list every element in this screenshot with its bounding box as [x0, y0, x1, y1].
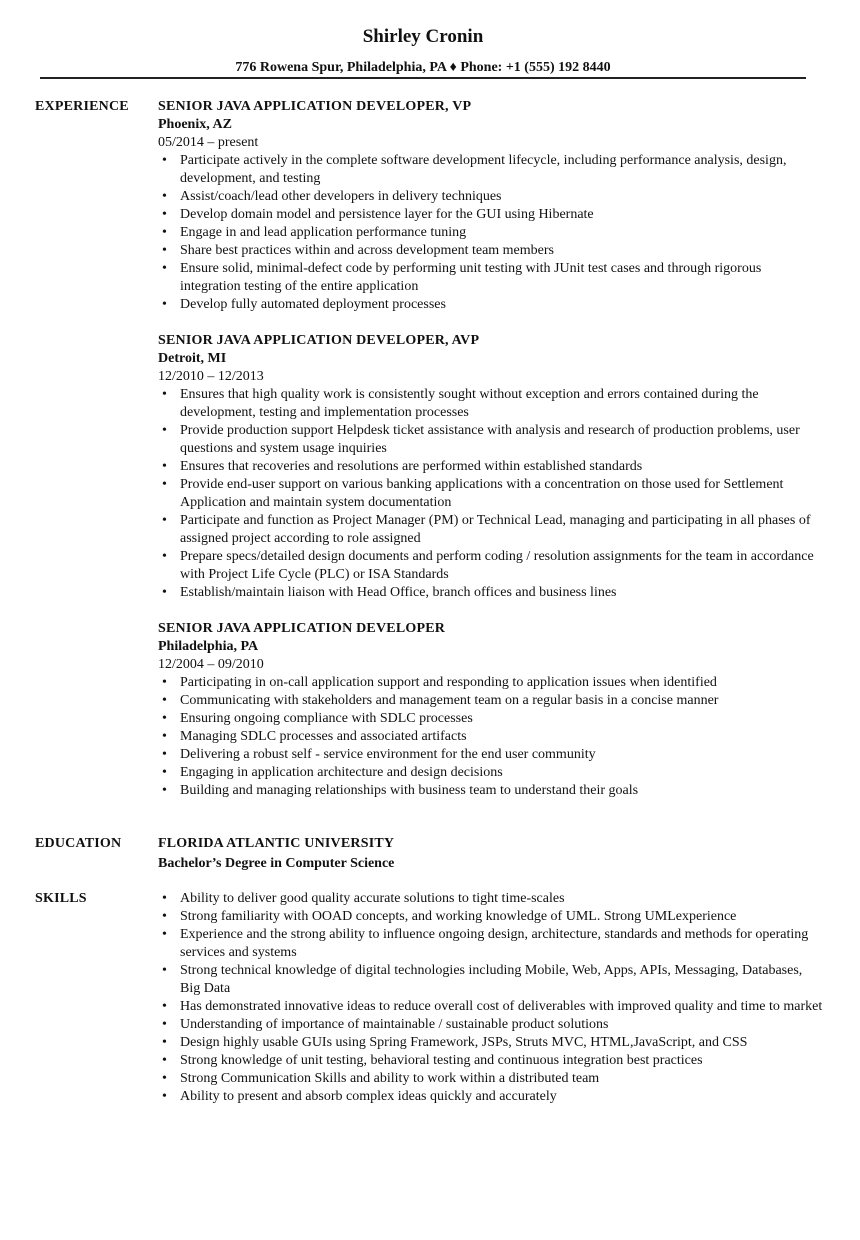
bullet-item: • Building and managing relationships with business team to understand their goals [158, 782, 825, 800]
school-name: FLORIDA ATLANTIC UNIVERSITY [158, 836, 395, 851]
skill-item: • Design highly usable GUIs using Spring Framework, JSPs, Struts MVC, HTML,JavaScript, and CSS [158, 1034, 825, 1052]
skill-item: • Ability to present and absorb complex ideas quickly and accurately [158, 1088, 825, 1106]
skills-body [158, 890, 825, 1106]
job-bullets [158, 386, 825, 602]
candidate-name: Shirley Cronin [362, 26, 484, 47]
skill-item: • Strong technical knowledge of digital technologies including Mobile, Web, Apps, APIs, Messaging, Databases, Big Data [158, 962, 825, 998]
section-label-skills: SKILLS [35, 891, 87, 906]
bullet-item: • Share best practices within and across development team members [158, 242, 825, 260]
job-dates: 05/2014 – present [158, 135, 259, 150]
job-dates: 12/2004 – 09/2010 [158, 657, 264, 672]
contact-line: 776 Rowena Spur, Philadelphia, PA ♦ Phone: +1 (555) 192 8440 [235, 60, 611, 75]
section-label-experience: EXPERIENCE [35, 99, 129, 114]
skill-item: • Strong Communication Skills and ability to work within a distributed team [158, 1070, 825, 1088]
bullet-item: • Develop fully automated deployment processes [158, 296, 825, 314]
job-location: Philadelphia, PA [158, 639, 259, 654]
skill-item: • Understanding of importance of maintainable / sustainable product solutions [158, 1016, 825, 1034]
skill-item: • Has demonstrated innovative ideas to reduce overall cost of deliverables with improved quality and time to market [158, 998, 825, 1016]
bullet-item: • Provide end-user support on various banking applications with a concentration on those used for Settlement Application and maintain system documentation [158, 476, 825, 512]
job-entry [158, 98, 825, 314]
job-entry [158, 332, 825, 602]
bullet-item: • Participate and function as Project Manager (PM) or Technical Lead, managing and participating in all phases of assigned project according to role assigned [158, 512, 825, 548]
job-title: SENIOR JAVA APPLICATION DEVELOPER, AVP [158, 333, 480, 348]
bullet-item: • Participate actively in the complete software development lifecycle, including performance analysis, design, development, and testing [158, 152, 825, 188]
experience-body [158, 98, 825, 818]
bullet-item: • Ensures that recoveries and resolutions are performed within established standards [158, 458, 825, 476]
job-title: SENIOR JAVA APPLICATION DEVELOPER [158, 621, 446, 636]
job-location: Detroit, MI [158, 351, 227, 366]
skill-item: • Strong knowledge of unit testing, behavioral testing and continuous integration best practices [158, 1052, 825, 1070]
job-bullets [158, 152, 825, 314]
resume-header [40, 26, 806, 77]
bullet-item: • Provide production support Helpdesk ticket assistance with analysis and research of production problems, user questions and system usage inquiries [158, 422, 825, 458]
bullet-item: • Establish/maintain liaison with Head Office, branch offices and business lines [158, 584, 825, 602]
bullet-item: • Managing SDLC processes and associated artifacts [158, 728, 825, 746]
job-bullets [158, 674, 825, 800]
bullet-item: • Ensures that high quality work is consistently sought without exception and errors contained during the development, testing and implementation processes [158, 386, 825, 422]
skill-item: • Experience and the strong ability to influence ongoing design, architecture, standards and methods for operating services and systems [158, 926, 825, 962]
job-entry [158, 620, 825, 800]
section-label-education: EDUCATION [35, 836, 122, 851]
bullet-item: • Ensuring ongoing compliance with SDLC processes [158, 710, 825, 728]
header-divider [40, 77, 806, 79]
bullet-item: • Participating in on-call application support and responding to application issues when identified [158, 674, 825, 692]
job-title: SENIOR JAVA APPLICATION DEVELOPER, VP [158, 99, 472, 114]
degree: Bachelor’s Degree in Computer Science [158, 856, 395, 871]
bullet-item: • Ensure solid, minimal-defect code by performing unit testing with JUnit test cases and through rigorous integration testing of the entire application [158, 260, 825, 296]
skill-item: • Strong familiarity with OOAD concepts, and working knowledge of UML. Strong UMLexperience [158, 908, 825, 926]
bullet-item: • Engage in and lead application performance tuning [158, 224, 825, 242]
bullet-item: • Prepare specs/detailed design documents and perform coding / resolution assignments for the team in accordance with Project Life Cycle (PLC) or ISA Standards [158, 548, 825, 584]
job-dates: 12/2010 – 12/2013 [158, 369, 264, 384]
job-location: Phoenix, AZ [158, 117, 232, 132]
bullet-item: • Communicating with stakeholders and management team on a regular basis in a concise manner [158, 692, 825, 710]
bullet-item: • Assist/coach/lead other developers in delivery techniques [158, 188, 825, 206]
bullet-item: • Develop domain model and persistence layer for the GUI using Hibernate [158, 206, 825, 224]
skills-list [158, 890, 825, 1106]
bullet-item: • Engaging in application architecture and design decisions [158, 764, 825, 782]
bullet-item: • Delivering a robust self - service environment for the end user community [158, 746, 825, 764]
skill-item: • Ability to deliver good quality accurate solutions to tight time-scales [158, 890, 825, 908]
education-body [158, 835, 825, 873]
